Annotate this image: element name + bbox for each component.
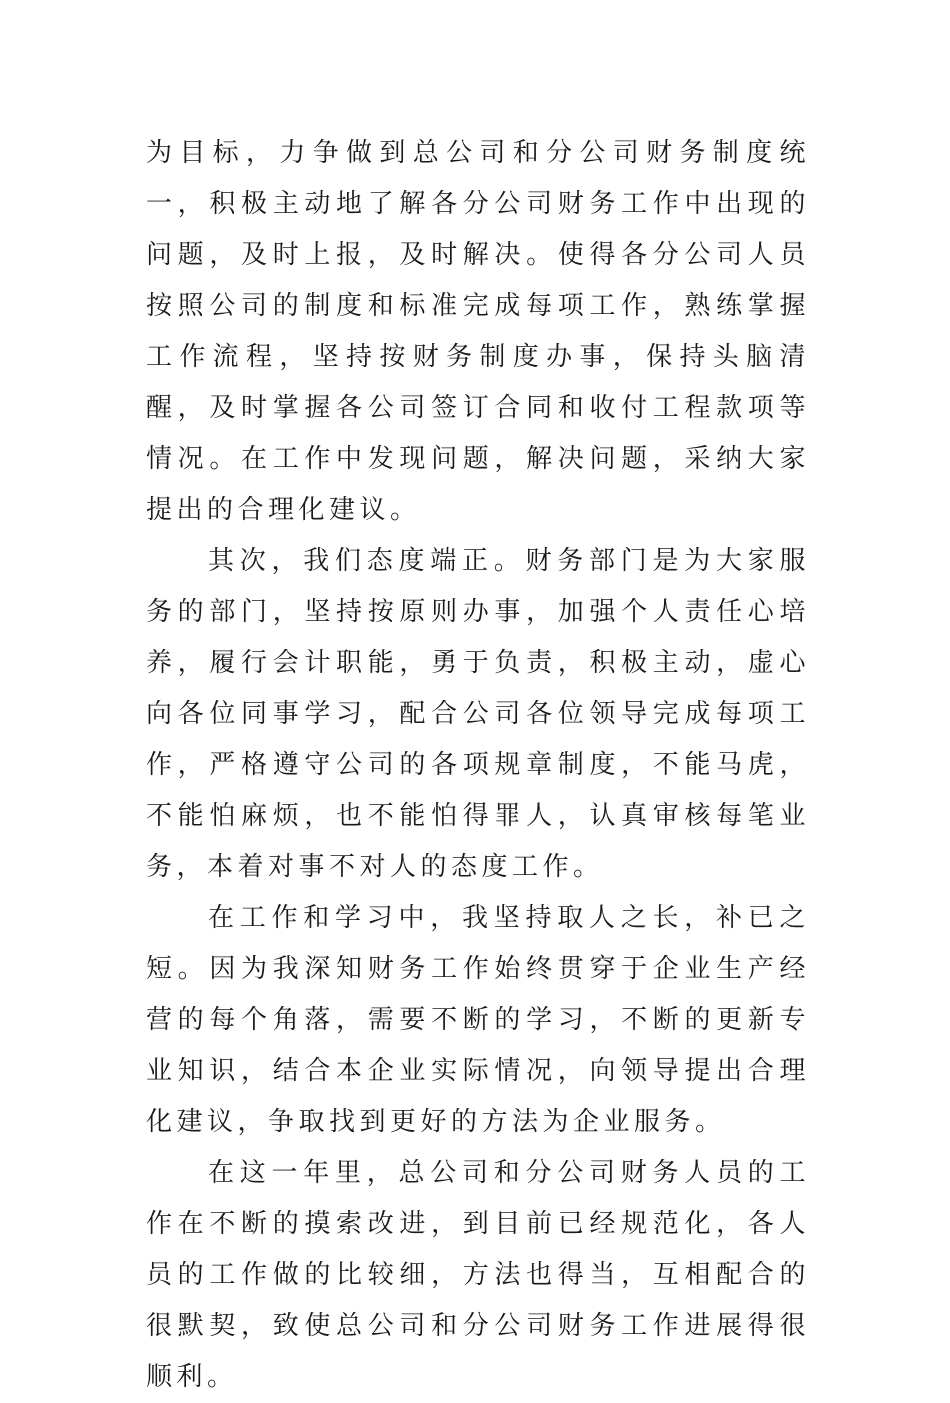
paragraph-year-summary: 在这一年里，总公司和分公司财务人员的工作在不断的摸索改进，到目前已经规范化，各人员的工作做的比较细，方法也得当，互相配合的很默契，致使总公司和分公司财务工作进展得很顺利。 [146,1158,810,1392]
paragraph-continuation: 为目标，力争做到总公司和分公司财务制度统一，积极主动地了解各分公司财务工作中出现的问题，及时上报，及时解决。使得各分公司人员按照公司的制度和标准完成每项工作，熟练掌握工作流程，坚持按财务制度办事，保持头脑清醒，及时掌握各公司签订合同和收付工程款项等情况。在工作中发现问题，解决问题，采纳大家提出的合理化建议。 [146,138,810,525]
document-body [146,128,810,1403]
paragraph-attitude: 其次，我们态度端正。财务部门是为大家服务的部门，坚持按原则办事，加强个人责任心培养，履行会计职能，勇于负责，积极主动，虚心向各位同事学习，配合公司各位领导完成每项工作，严格遵守公司的各项规章制度，不能马虎，不能怕麻烦，也不能怕得罪人，认真审核每笔业务，本着对事不对人的态度工作。 [146,546,810,882]
paragraph-learning: 在工作和学习中，我坚持取人之长，补已之短。因为我深知财务工作始终贯穿于企业生产经营的每个角落，需要不断的学习，不断的更新专业知识，结合本企业实际情况，向领导提出合理化建议，争取找到更好的方法为企业服务。 [146,903,810,1137]
